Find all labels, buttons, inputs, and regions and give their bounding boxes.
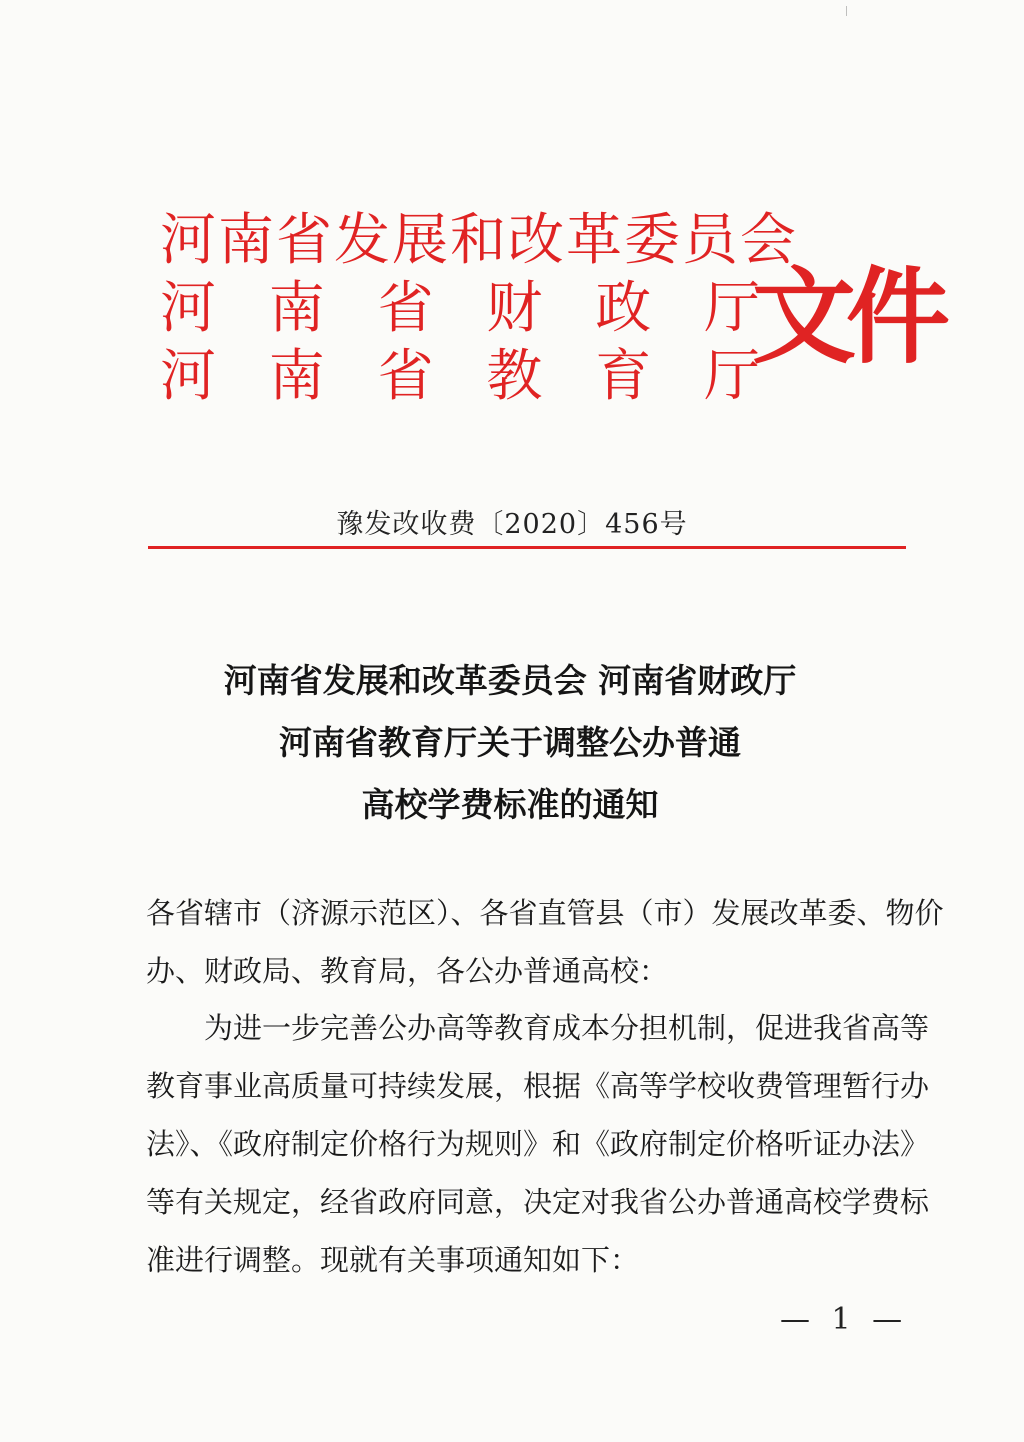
title-line: 河南省发展和改革委员会 河南省财政厅 — [223, 661, 797, 700]
issuer-char: 南 — [268, 344, 325, 409]
body-line: 等有关规定，经省政府同意，决定对我省公办普通高校学费标 — [146, 1185, 930, 1219]
body-line: 准进行调整。现就有关事项通知如下： — [146, 1243, 640, 1277]
document-number: 豫发改收费〔2020〕456号 — [336, 509, 688, 540]
title-line: 高校学费标准的通知 — [361, 785, 659, 824]
issuer-education — [160, 344, 760, 412]
issuer-ndrc-text: 河南省发展和改革委员会 — [160, 208, 798, 273]
page-number: — 1 — — [780, 1302, 909, 1337]
issuer-char: 河 — [160, 276, 216, 341]
addressees — [146, 884, 944, 1000]
issuer-char: 厅 — [703, 344, 760, 409]
document-type-label: 文件 — [752, 255, 941, 378]
body-paragraph — [146, 999, 930, 1289]
body-line: 法》、《政府制定价格行为规则》和《政府制定价格听证办法》 — [146, 1127, 930, 1161]
issuer-char: 育 — [595, 344, 652, 409]
issuer-ndrc — [160, 208, 798, 276]
salutation-line: 各省辖市（济源示范区）、各省直管县（市）发展改革委、物价 — [146, 896, 944, 930]
issuer-char: 省 — [377, 344, 434, 409]
scan-mark — [846, 6, 861, 16]
issuer-char: 省 — [377, 276, 434, 341]
issuer-char: 南 — [268, 276, 325, 341]
body-line: 为进一步完善公办高等教育成本分担机制，促进我省高等 — [204, 1011, 930, 1045]
issuer-char: 政 — [595, 276, 652, 341]
title-line: 河南省教育厅关于调整公办普通 — [279, 723, 741, 762]
issuer-char: 厅 — [703, 276, 760, 341]
notice-title — [130, 650, 890, 836]
body-line: 教育事业高质量可持续发展，根据《高等学校收费管理暂行办 — [146, 1069, 930, 1103]
issuer-char: 河 — [160, 344, 216, 409]
issuer-char: 教 — [486, 344, 543, 409]
issuer-finance — [160, 276, 760, 344]
red-divider-line — [148, 546, 906, 549]
salutation-line: 办、财政局、教育局，各公办普通高校： — [146, 954, 669, 988]
issuing-authorities — [160, 208, 798, 412]
issuer-char: 财 — [486, 276, 543, 341]
